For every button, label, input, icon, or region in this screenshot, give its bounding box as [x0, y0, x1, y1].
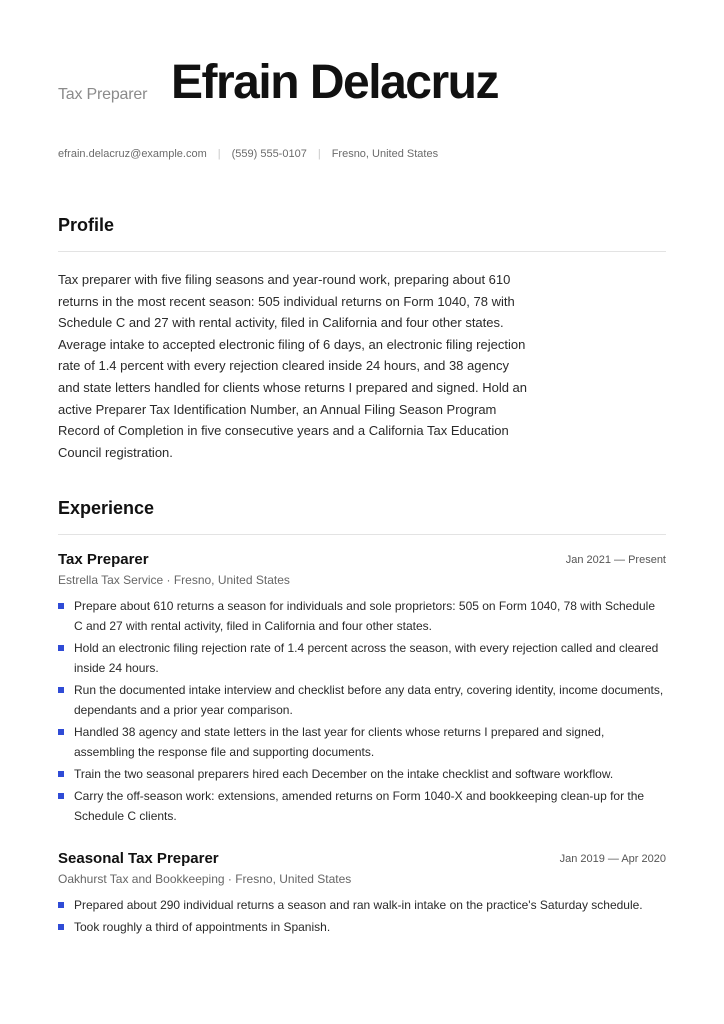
- role-label: Tax Preparer: [58, 86, 148, 103]
- square-bullet-icon: [58, 902, 64, 908]
- job-bullet: [58, 895, 666, 915]
- square-bullet-icon: [58, 729, 64, 735]
- job-dates: Jan 2019 — Apr 2020: [559, 853, 666, 865]
- profile-divider: [58, 251, 666, 252]
- square-bullet-icon: [58, 687, 64, 693]
- job-bullet-text: Prepare about 610 returns a season for individuals and sole proprietors: 505 on Form 1040, 78 with Schedule C and 27 with rental activity, filed in California and four other states.: [74, 599, 656, 633]
- job-bullet: [58, 680, 666, 720]
- job-dates: Jan 2021 — Present: [565, 554, 666, 566]
- job-bullets: [58, 596, 666, 826]
- contact-phone[interactable]: (559) 555-0107: [231, 148, 307, 160]
- square-bullet-icon: [58, 603, 64, 609]
- candidate-name: Efrain Delacruz: [171, 56, 498, 109]
- square-bullet-icon: [58, 793, 64, 799]
- job-bullet-text: Run the documented intake interview and checklist before any data entry, covering identity, income documents, dependants and a prior year comparison.: [74, 683, 664, 717]
- job-bullet: [58, 638, 666, 678]
- resume-header: [58, 54, 666, 116]
- job-bullet: [58, 596, 666, 636]
- square-bullet-icon: [58, 924, 64, 930]
- job-bullet: [58, 764, 666, 784]
- job-header: [58, 551, 666, 573]
- job-bullet-text: Took roughly a third of appointments in Spanish.: [74, 920, 331, 934]
- contact-location: Fresno, United States: [331, 148, 439, 160]
- profile-heading: Profile: [58, 215, 115, 235]
- profile-summary: Tax preparer with five filing seasons and year-round work, preparing about 610 returns in the most recent season: 505 individual returns on Form 1040, 78 with Schedule C and 27 with rental activity, filed in California and four other states. Average intake to accepted electronic filing of 6 days, an electronic filing rejection rate of 1.4 percent with every rejection cleared inside 24 hours, and 38 agency and state letters handled for clients whose returns I prepared and signed. Hold an active Preparer Tax Identification Number, an Annual Filing Season Program Record of Completion in five consecutive years and a California Tax Education Council registration.: [58, 272, 528, 460]
- square-bullet-icon: [58, 771, 64, 777]
- job-company: Oakhurst Tax and Bookkeeping · Fresno, United States: [58, 872, 352, 886]
- experience-divider: [58, 534, 666, 535]
- job-bullet-text: Hold an electronic filing rejection rate of 1.4 percent across the season, with every rejection called and cleared inside 24 hours.: [74, 641, 659, 675]
- job-title: Tax Preparer: [58, 551, 149, 568]
- contact-separator: |: [217, 148, 221, 160]
- job-bullet: [58, 722, 666, 762]
- job-bullet: [58, 917, 666, 937]
- job-bullet-text: Handled 38 agency and state letters in the last year for clients whose returns I prepared and signed, assembling the response file and supporting documents.: [74, 725, 605, 759]
- job-bullet-text: Prepared about 290 individual returns a season and ran walk-in intake on the practice's Saturday schedule.: [74, 898, 643, 912]
- job-title: Seasonal Tax Preparer: [58, 850, 219, 867]
- contact-line: [58, 148, 438, 160]
- square-bullet-icon: [58, 645, 64, 651]
- experience-heading: Experience: [58, 498, 155, 518]
- job-bullets: [58, 895, 666, 937]
- job-header: [58, 850, 666, 872]
- job-bullet-text: Train the two seasonal preparers hired each December on the intake checklist and software workflow.: [74, 767, 614, 781]
- job-bullet-text: Carry the off-season work: extensions, amended returns on Form 1040-X and bookkeeping clean-up for the Schedule C clients.: [74, 789, 645, 823]
- contact-separator: |: [317, 148, 321, 160]
- job-company: Estrella Tax Service · Fresno, United States: [58, 573, 290, 587]
- contact-email[interactable]: efrain.delacruz@example.com: [58, 148, 207, 160]
- job-entry: [58, 551, 666, 828]
- job-bullet: [58, 786, 666, 826]
- job-entry: [58, 850, 666, 939]
